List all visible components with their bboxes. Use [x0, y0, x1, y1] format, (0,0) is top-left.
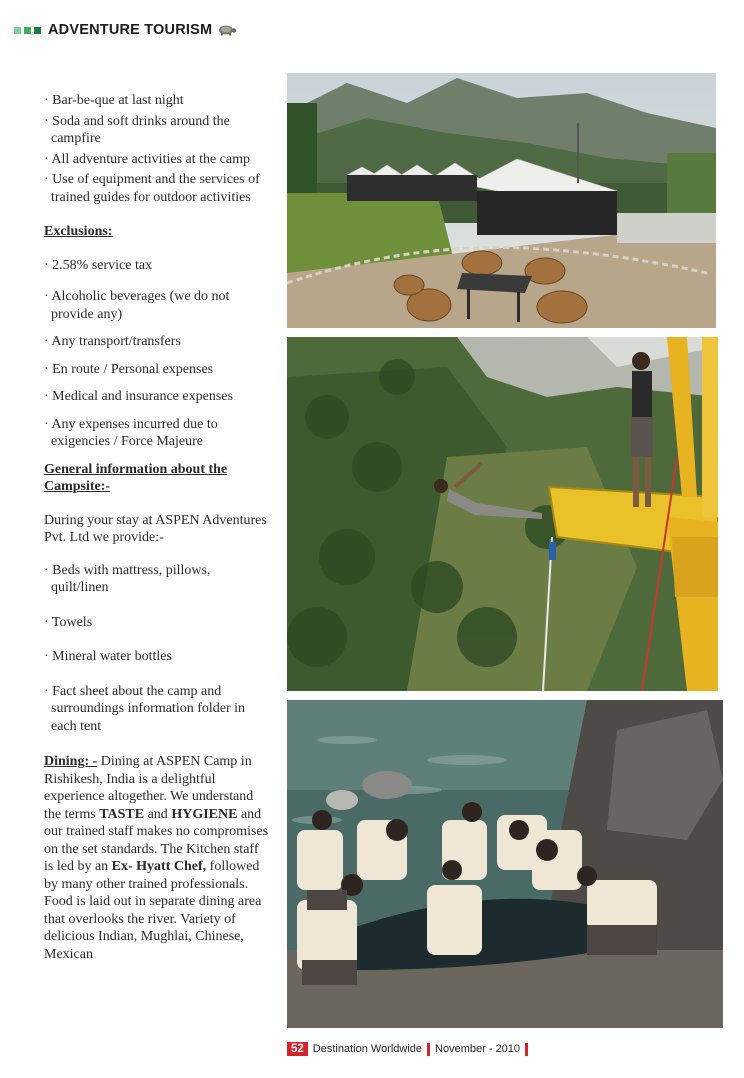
provided-item: · Fact sheet about the camp and surroundings information folder in each tent — [44, 683, 246, 734]
provided-item: · Beds with mattress, pillows, quilt/linen — [44, 562, 211, 595]
campsite-photo — [287, 73, 716, 328]
dining-paragraph — [44, 753, 270, 963]
bungee-jump-photo — [287, 337, 718, 691]
header-square-2 — [24, 27, 31, 34]
issue-date: November - 2010 — [435, 1043, 521, 1055]
inclusion-item: · Soda and soft drinks around the campfire — [44, 113, 230, 146]
general-info-heading: General information about the Campsite:- — [44, 461, 228, 494]
inclusion-item: · Bar-be-que at last night — [44, 93, 184, 108]
header-square-3 — [34, 27, 41, 34]
exclusion-item: · 2.58% service tax — [44, 257, 153, 273]
tortoise-icon — [217, 24, 237, 36]
dining-text: and — [144, 806, 172, 822]
dining-emphasis: Ex- Hyatt Chef, — [111, 859, 207, 874]
inclusion-item: · Use of equipment and the services of trained guides for outdoor activities — [44, 172, 260, 205]
page-number: 52 — [287, 1042, 308, 1056]
section-header — [14, 20, 237, 40]
dining-text: and our trained staff makes no compromises on the set standards. The Kitchen staff is led by an — [44, 806, 269, 874]
dining-text: Dining at ASPEN Camp in Rishikesh, India is a delightful experience altogether. We understand the terms — [44, 754, 254, 822]
exclusion-item: · Any expenses incurred due to exigencies / Force Majeure — [44, 416, 218, 449]
footer-divider — [427, 1043, 430, 1056]
page-footer — [287, 1041, 533, 1057]
dining-emphasis: TASTE — [99, 806, 145, 822]
exclusion-item: · Any transport/transfers — [44, 334, 181, 349]
general-info-intro: During your stay at ASPEN Adventures Pvt. Ltd we provide:- — [44, 512, 267, 545]
inclusion-item: · All adventure activities at the camp — [44, 151, 251, 167]
dining-emphasis: HYGIENE — [171, 806, 238, 822]
exclusion-item: · En route / Personal expenses — [44, 361, 214, 377]
section-title: ADVENTURE TOURISM — [48, 22, 213, 38]
exclusion-item: · Medical and insurance expenses — [44, 389, 233, 404]
provided-item: · Mineral water bottles — [44, 649, 172, 664]
dining-text: followed by many other trained professionals. Food is laid out in separate dining area that overlooks the river. Variety of delicious Indian, Mughlai, Chinese, Mexican — [44, 859, 262, 962]
exclusions-heading: Exclusions: — [44, 224, 113, 239]
article-text-column — [44, 92, 270, 963]
rafting-team-photo — [287, 700, 723, 1028]
provided-item: · Towels — [44, 614, 93, 630]
footer-divider-end — [525, 1043, 528, 1056]
publication-name: Destination Worldwide — [312, 1043, 423, 1055]
header-square-1 — [14, 27, 21, 34]
exclusion-item: · Alcoholic beverages (we do not provide any) — [44, 289, 230, 322]
dining-heading: Dining: - — [44, 754, 98, 769]
